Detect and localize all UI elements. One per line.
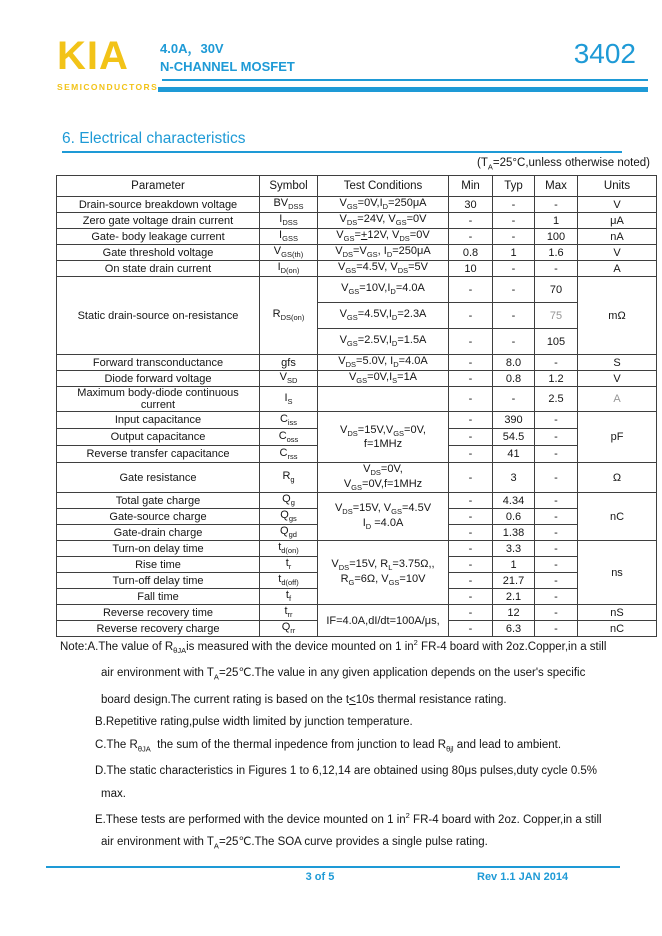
typ-cell: 1 [493, 245, 535, 261]
symbol-cell: $C_{oss}$ [260, 429, 318, 446]
table-row [57, 463, 657, 493]
symbol-cell: $BV_{DSS}$ [260, 197, 318, 213]
note-line: C.The $R_{\theta JA}$ the sum of the thermal inpedence from junction to lead $R_{\theta jl}$ and lead to ambient. [95, 738, 562, 753]
cond-cell: $V_{DS}=15V$, $V_{GS}=4.5V$ $I_D =4.0A$ [318, 493, 449, 541]
table-row [57, 355, 657, 371]
symbol-cell: $I_{D(on)}$ [260, 261, 318, 277]
note-line: max. [101, 787, 126, 800]
param-cell: Drain-source breakdown voltage [57, 197, 260, 213]
min-cell: - [449, 541, 493, 557]
symbol-cell: $V_{SD}$ [260, 371, 318, 387]
min-cell: 0.8 [449, 245, 493, 261]
param-cell: Turn-on delay time [57, 541, 260, 557]
typ-cell: 54.5 [493, 429, 535, 446]
param-cell: Output capacitance [57, 429, 260, 446]
max-cell: - [535, 509, 578, 525]
header-rule-thin [162, 79, 648, 81]
col-parameter: Parameter [57, 176, 260, 197]
symbol-cell: $Q_{rr}$ [260, 621, 318, 637]
section-title: 6. Electrical characteristics [62, 130, 622, 153]
cond-cell: $V_{GS}=+12V$, $V_{DS}=0V$ [318, 229, 449, 245]
max-cell: 105 [535, 329, 578, 355]
table-condition-note: ($T_A=25^\circ C,unless$ otherwise noted) [477, 157, 650, 172]
param-cell: Diode forward voltage [57, 371, 260, 387]
symbol-cell: $Q_{gs}$ [260, 509, 318, 525]
typ-cell: 41 [493, 446, 535, 463]
cond-cell: $V_{DS}=24V$, $V_{GS}=0V$ [318, 213, 449, 229]
units-cell: V [578, 245, 657, 261]
min-cell: - [449, 303, 493, 329]
max-cell: 75 [535, 303, 578, 329]
max-cell: 2.5 [535, 387, 578, 412]
max-cell: - [535, 493, 578, 509]
min-cell: - [449, 621, 493, 637]
units-cell: pF [578, 412, 657, 463]
min-cell: - [449, 277, 493, 303]
cond-cell: $V_{DS}=5.0V$, $I_D=4.0A$ [318, 355, 449, 371]
typ-cell: 390 [493, 412, 535, 429]
max-cell: 1 [535, 213, 578, 229]
symbol-cell: $I_S$ [260, 387, 318, 412]
units-cell: A [578, 387, 657, 412]
param-cell: Turn-off delay time [57, 573, 260, 589]
max-cell: 1.6 [535, 245, 578, 261]
min-cell: - [449, 329, 493, 355]
min-cell: - [449, 525, 493, 541]
note-line: B.Repetitive rating,pulse width limited by junction temperature. [95, 716, 413, 729]
max-cell: - [535, 446, 578, 463]
col-max: Max [535, 176, 578, 197]
table-row [57, 541, 657, 557]
col-test-conditions: Test Conditions [318, 176, 449, 197]
max-cell: - [535, 541, 578, 557]
param-cell: Total gate charge [57, 493, 260, 509]
symbol-cell: $I_{DSS}$ [260, 213, 318, 229]
kia-logo-text: KIA [57, 34, 129, 78]
param-cell: Fall time [57, 589, 260, 605]
max-cell: - [535, 355, 578, 371]
min-cell: - [449, 229, 493, 245]
max-cell: - [535, 261, 578, 277]
cond-cell [318, 387, 449, 412]
header-rule-thick [158, 87, 648, 92]
param-cell: Static drain-source on-resistance [57, 277, 260, 355]
symbol-cell: $t_{d(on)}$ [260, 541, 318, 557]
symbol-cell: $t_f$ [260, 589, 318, 605]
note-line: E.These tests are performed with the device mounted on 1 $in^2$ FR-4 board with 2oz. Copper,in a still [95, 810, 602, 826]
min-cell: - [449, 589, 493, 605]
symbol-cell: $t_{d(off)}$ [260, 573, 318, 589]
typ-cell: - [493, 261, 535, 277]
typ-cell: 21.7 [493, 573, 535, 589]
symbol-cell: $Q_g$ [260, 493, 318, 509]
units-cell: nC [578, 621, 657, 637]
param-cell: Maximum body-diode continuous current [57, 387, 260, 412]
units-cell: nA [578, 229, 657, 245]
max-cell: - [535, 573, 578, 589]
device-summary [160, 40, 295, 76]
min-cell: - [449, 509, 493, 525]
units-cell: ns [578, 541, 657, 605]
units-cell: μA [578, 213, 657, 229]
min-cell: - [449, 355, 493, 371]
cond-cell: $V_{GS}=0V,I_D=250\mu A$ [318, 197, 449, 213]
param-cell: Gate-source charge [57, 509, 260, 525]
table-row [57, 371, 657, 387]
param-cell: Gate threshold voltage [57, 245, 260, 261]
min-cell: - [449, 573, 493, 589]
max-cell: 1.2 [535, 371, 578, 387]
col-symbol: Symbol [260, 176, 318, 197]
symbol-cell: $C_{iss}$ [260, 412, 318, 429]
max-cell: - [535, 589, 578, 605]
symbol-cell: gfs [260, 355, 318, 371]
typ-cell: - [493, 213, 535, 229]
note-line: air environment with $T_A=25℃.The$ SOA curve provides a single pulse rating. [101, 835, 488, 851]
units-cell: V [578, 197, 657, 213]
table-row [57, 229, 657, 245]
units-cell: V [578, 371, 657, 387]
max-cell: - [535, 412, 578, 429]
typ-cell: 12 [493, 605, 535, 621]
table-row [57, 412, 657, 429]
page-number: 3 of 5 [305, 871, 335, 883]
typ-cell: 2.1 [493, 589, 535, 605]
cond-cell: $V_{GS}=10V,I_D=4.0A$ [318, 277, 449, 303]
kia-logo-subtitle: SEMICONDUCTORS [57, 82, 159, 92]
max-cell: - [535, 557, 578, 573]
min-cell: - [449, 213, 493, 229]
units-cell: S [578, 355, 657, 371]
max-cell: - [535, 197, 578, 213]
param-cell: Gate resistance [57, 463, 260, 493]
typ-cell: 4.34 [493, 493, 535, 509]
typ-cell: - [493, 329, 535, 355]
revision-label: Rev 1.1 JAN 2014 [477, 871, 569, 883]
typ-cell: 8.0 [493, 355, 535, 371]
typ-cell: 1 [493, 557, 535, 573]
notes-block [60, 632, 635, 858]
max-cell: - [535, 525, 578, 541]
note-line: D.The static characteristics in Figures 1 to 6,12,14 are obtained using 80μs pulses,duty cycle 0.5% [95, 765, 598, 778]
cond-cell: IF=4.0A,dI/dt=100A/μs, [318, 605, 449, 637]
cond-cell: $V_{GS}=4.5V$, $V_{DS}=5V$ [318, 261, 449, 277]
units-cell: A [578, 261, 657, 277]
electrical-characteristics-table [56, 175, 657, 637]
cond-cell: $V_{GS}=2.5V,I_D=1.5A$ [318, 329, 449, 355]
table-row [57, 605, 657, 621]
symbol-cell: $V_{GS(th)}$ [260, 245, 318, 261]
footer-rule [46, 866, 620, 868]
param-cell: Forward transconductance [57, 355, 260, 371]
max-cell: - [535, 605, 578, 621]
units-cell: Ω [578, 463, 657, 493]
cond-cell: $V_{DS}=15V$, $R_L=3.75\Omega$,, $R_G=6\Omega$, $V_{GS}=10V$ [318, 541, 449, 605]
col-min: Min [449, 176, 493, 197]
typ-cell: 3 [493, 463, 535, 493]
typ-cell: 0.8 [493, 371, 535, 387]
typ-cell: - [493, 303, 535, 329]
symbol-cell: $C_{rss}$ [260, 446, 318, 463]
max-cell: - [535, 429, 578, 446]
max-cell: 100 [535, 229, 578, 245]
max-cell: - [535, 463, 578, 493]
note-line: Note:A.The value of $R_{\theta JA}is$ measured with the device mounted on 1 $in^2$ FR-4 board with 2oz.Copper,in a still [60, 638, 607, 656]
typ-cell: 0.6 [493, 509, 535, 525]
param-cell: Rise time [57, 557, 260, 573]
typ-cell: 3.3 [493, 541, 535, 557]
typ-cell: 1.38 [493, 525, 535, 541]
note-line: air environment with $T_A=25℃.The$ value in any given application depends on the user's specific [101, 667, 586, 682]
symbol-cell: $t_{rr}$ [260, 605, 318, 621]
min-cell: - [449, 605, 493, 621]
symbol-cell: $I_{GSS}$ [260, 229, 318, 245]
cond-cell: $V_{DS}=V_{GS}$, $I_D=250\mu A$ [318, 245, 449, 261]
symbol-cell: $R_{DS(on)}$ [260, 277, 318, 355]
symbol-cell: $t_r$ [260, 557, 318, 573]
device-type: N-CHANNEL MOSFET [160, 59, 295, 75]
param-cell: Gate-drain charge [57, 525, 260, 541]
part-number: 3402 [573, 38, 636, 69]
param-cell: Reverse transfer capacitance [57, 446, 260, 463]
param-cell: Reverse recovery time [57, 605, 260, 621]
param-cell: Gate- body leakage current [57, 229, 260, 245]
cond-cell: $V_{DS}=0V$, $V_{GS}=0V,f=1MHz$ [318, 463, 449, 493]
symbol-cell: $Q_{gd}$ [260, 525, 318, 541]
typ-cell: - [493, 229, 535, 245]
min-cell: - [449, 463, 493, 493]
min-cell: - [449, 429, 493, 446]
typ-cell: - [493, 387, 535, 412]
table-row [57, 277, 657, 303]
min-cell: - [449, 412, 493, 429]
param-cell: On state drain current [57, 261, 260, 277]
param-cell: Input capacitance [57, 412, 260, 429]
param-cell: Zero gate voltage drain current [57, 213, 260, 229]
min-cell: - [449, 446, 493, 463]
min-cell: - [449, 387, 493, 412]
typ-cell: - [493, 277, 535, 303]
kia-logo [57, 36, 167, 92]
min-cell: - [449, 557, 493, 573]
min-cell: - [449, 493, 493, 509]
table-row [57, 493, 657, 509]
cond-cell: $V_{GS}=0V,I_S=1A$ [318, 371, 449, 387]
table-row [57, 213, 657, 229]
cond-cell: $V_{DS}=15V,V_{GS}=0V$, f=1MHz [318, 412, 449, 463]
min-cell: 10 [449, 261, 493, 277]
cond-cell: $V_{GS}=4.5V,I_D=2.3A$ [318, 303, 449, 329]
symbol-cell: $R_g$ [260, 463, 318, 493]
device-rating: 4.0A，30V [160, 41, 224, 56]
units-cell: mΩ [578, 277, 657, 355]
min-cell: - [449, 371, 493, 387]
table-row [57, 387, 657, 412]
table-row [57, 197, 657, 213]
param-cell: Reverse recovery charge [57, 621, 260, 637]
min-cell: 30 [449, 197, 493, 213]
max-cell: 70 [535, 277, 578, 303]
note-line: board design.The current rating is based on the t<10s thermal resistance rating. [101, 694, 507, 707]
table-row [57, 245, 657, 261]
units-cell: nS [578, 605, 657, 621]
col-units: Units [578, 176, 657, 197]
table-row [57, 261, 657, 277]
max-cell: - [535, 621, 578, 637]
typ-cell: - [493, 197, 535, 213]
typ-cell: 6.3 [493, 621, 535, 637]
col-typ: Typ [493, 176, 535, 197]
units-cell: nC [578, 493, 657, 541]
table-header-row [57, 176, 657, 197]
